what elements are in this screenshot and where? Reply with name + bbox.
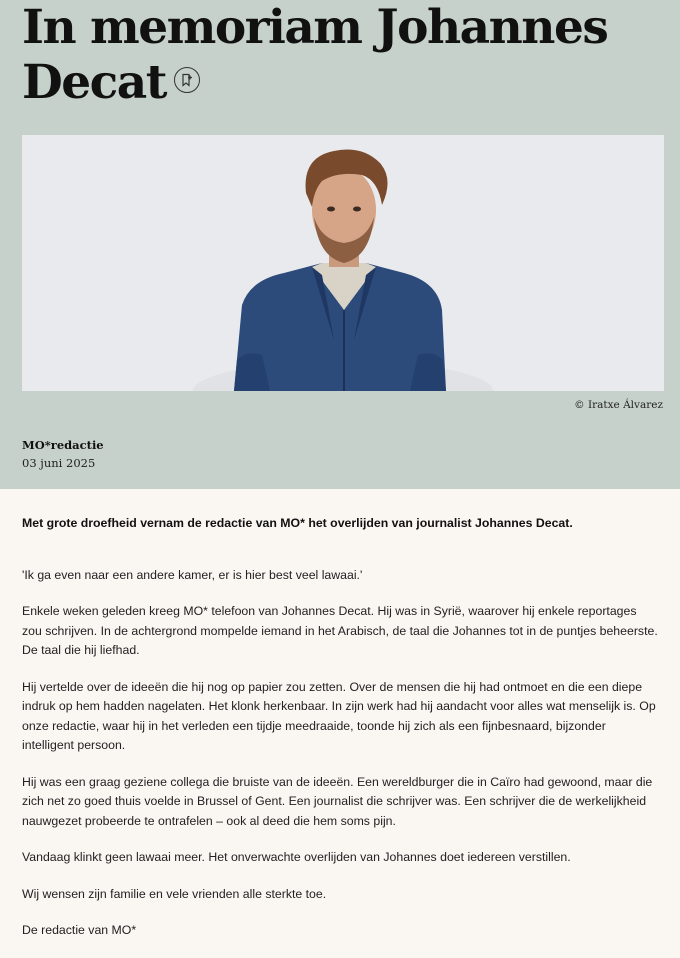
portrait-image: [22, 135, 664, 391]
page-title: [22, 0, 662, 110]
article-body: [22, 514, 658, 958]
paragraph: Vandaag klinkt geen lawaai meer. Het onverwachte overlijden van Johannes doet iedereen verstillen.: [22, 850, 571, 864]
paragraph: 'Ik ga even naar een andere kamer, er is hier best veel lawaai.': [22, 567, 363, 582]
paragraph: Enkele weken geleden kreeg MO* telefoon van Johannes Decat. Hij was in Syrië, waarover hij enkele reportages zou schrijven. In de achtergrond mompelde iemand in het Arabisch, de taal die Johannes tot in de puntjes beheerste. De taal die hij liefhad.: [22, 604, 658, 657]
paragraph: Wij wensen zijn familie en vele vrienden alle sterkte toe.: [22, 886, 327, 901]
paragraph: Hij vertelde over de ideeën die hij nog op papier zou zetten. Over de mensen die hij had ontmoet en die een diepe indruk op hem hadden nagelaten. Het klonk herkenbaar. In zijn werk had hij aandacht voor alles wat menselijk is. Op onze redactie, waar hij in het verleden een tijdje meedraaide, toonde hij zich als een fijnbesnaard, bijzonder intelligent persoon.: [22, 679, 656, 752]
bookmark-add-icon[interactable]: [174, 67, 200, 93]
title-line-2: [22, 55, 662, 110]
signature: De redactie van MO*: [22, 923, 137, 937]
title-line-2-text: Decat: [22, 55, 166, 110]
article-photo: [22, 135, 664, 391]
paragraph: Hij was een graag geziene collega die bruiste van de ideeën. Een wereldburger die in Caïro had gewoond, maar die zich net zo goed thuis voelde in Brussel of Gent. Een journalist die schrijver was. Een schrijver die de werkelijkheid nauwgezet probeerde te ontrafelen – ook al deed die hem soms pijn.: [22, 774, 653, 828]
publish-date: 03 juni 2025: [22, 456, 96, 470]
photo-credit: © Iratxe Álvarez: [574, 399, 663, 411]
title-line-1: In memoriam Johannes: [22, 0, 608, 55]
author-name[interactable]: MO*redactie: [22, 438, 104, 452]
article-lead: Met grote droefheid vernam de redactie van MO* het overlijden van journalist Johannes Decat.: [22, 516, 573, 530]
